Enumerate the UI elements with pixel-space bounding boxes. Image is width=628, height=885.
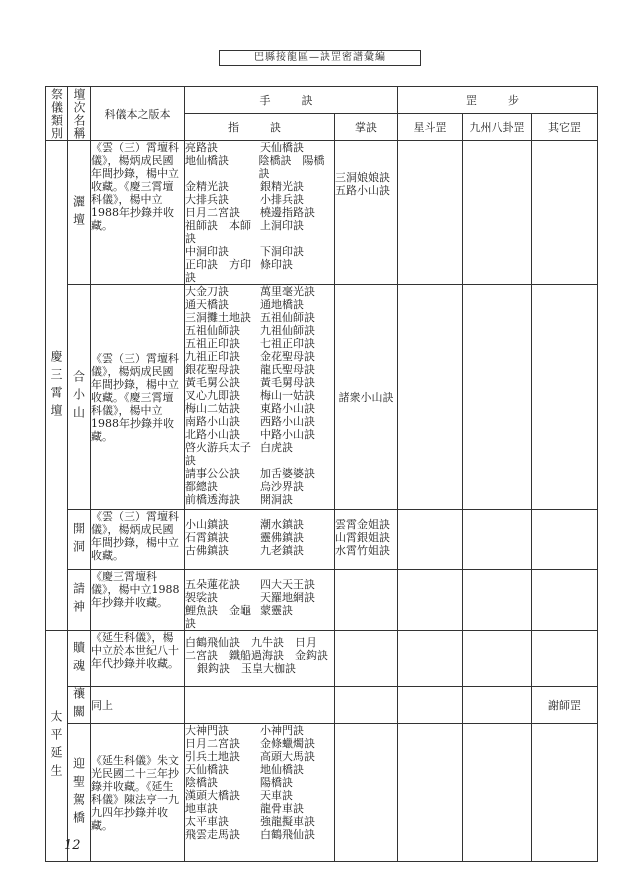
header-jiuzhou-gang: 九州八卦罡: [463, 114, 532, 141]
other-gang-cell: [532, 510, 598, 570]
jiuzhou-gang-cell: [463, 510, 532, 570]
altar-name-cell: 開洞: [68, 510, 91, 570]
page-title: 巴縣接龍區—訣罡密譜彙編: [219, 50, 421, 66]
palm-formula-cell: 諸衆小山訣: [335, 285, 398, 510]
source-cell: 《雲（三）霄壇科儀》，楊炳成民國年間抄錄，楊中立收藏。《慶三霄壇科儀》，楊中立1988年抄錄并收藏。: [91, 285, 185, 510]
table-row: [46, 724, 598, 862]
header-category: 祭儀類別: [46, 87, 68, 141]
source-cell: 《雲（三）霄壇科儀》，楊炳成民國年間抄錄，楊中立收藏。: [91, 510, 185, 570]
other-gang-cell: 謝師罡: [532, 687, 598, 724]
table-row: [46, 631, 598, 687]
finger-formula-cell: 白鶴飛仙訣 九牛訣 日月 二宮訣 鐵船過海訣 金鈎訣 銀鈎訣 玉皇大枷訣: [185, 631, 335, 687]
jiuzhou-gang-cell: [463, 724, 532, 862]
source-cell: 《雲（三）霄壇科儀》，楊炳成民國年間抄錄，楊中立收藏。《慶三霄壇科儀》，楊中立1988年抄錄并收藏。: [91, 141, 185, 285]
altar-name-cell: 請神: [68, 570, 91, 631]
other-gang-cell: [532, 724, 598, 862]
other-gang-cell: [532, 285, 598, 510]
header-altar-name: 壇次名稱: [68, 87, 91, 141]
table-row: [46, 510, 598, 570]
source-cell: 《延生科儀》朱文光民國二十三年抄錄并收藏。《延生科儀》陳法亨一九九四年抄錄并收藏。: [91, 724, 185, 862]
finger-formula-cell: [185, 687, 335, 724]
header-source: 科儀本之版本: [91, 87, 185, 141]
finger-formula-cell: 五朵蓮花訣 四大天王訣 袈裟訣 天羅地網訣 鯉魚訣 金龜訣 蒙靈訣: [185, 570, 335, 631]
jiuzhou-gang-cell: [463, 687, 532, 724]
table-row: [46, 570, 598, 631]
finger-formula-cell: 大金刀訣 萬里毫光訣 通天橋訣 通地橋訣 三洞攤土地訣 五祖仙師訣 五祖仙師訣 九祖仙師訣 五祖正印訣 七祖正印訣 九祖正印訣 金花聖母訣 銀花聖母訣 龍氏聖母訣 黃毛舅公訣 黃毛舅母訣 叉心九即訣 梅山一姑訣 梅山二姑訣 東路小山訣 南路小山訣 西路小山訣 北路小山訣 中路小山訣 啓火游兵太子訣 白虎訣 請事公公訣 加舌婆婆訣 都總訣 烏沙界訣 前橋透海訣 開洞訣: [185, 285, 335, 510]
category-cell: 慶三霄壇: [46, 141, 68, 631]
star-gang-cell: [398, 141, 463, 285]
header-other-gang: 其它罡: [532, 114, 598, 141]
altar-name-cell: 迎聖駕橋: [68, 724, 91, 862]
altar-name-cell: 灑壇: [68, 141, 91, 285]
formula-table: [45, 86, 598, 862]
star-gang-cell: [398, 631, 463, 687]
header-hand-formula: 手 訣: [185, 87, 398, 114]
source-cell: 《延生科儀》，楊中立於本世紀八十年代抄錄并收藏。: [91, 631, 185, 687]
header-finger-formula: 指 訣: [185, 114, 335, 141]
jiuzhou-gang-cell: [463, 141, 532, 285]
altar-name-cell: 贖魂: [68, 631, 91, 687]
palm-formula-cell: 雲霄金姐訣 山霄銀姐訣 水霄竹姐訣: [335, 510, 398, 570]
source-cell: 《慶三霄壇科儀》，楊中立1988年抄錄并收藏。: [91, 570, 185, 631]
header-star-gang: 星斗罡: [398, 114, 463, 141]
star-gang-cell: [398, 510, 463, 570]
palm-formula-cell: [335, 687, 398, 724]
jiuzhou-gang-cell: [463, 570, 532, 631]
header-palm-formula: 掌訣: [335, 114, 398, 141]
palm-formula-cell: [335, 724, 398, 862]
finger-formula-cell: 大神門訣 小神門訣 日月二宮訣 金條蠟燭訣 引兵土地訣 高頭大馬訣 天仙橋訣 地仙橋訣 陰橋訣 陽橋訣 漢頭大橋訣 天車訣 地車訣 龍骨車訣 太平車訣 強龍擬車訣 飛雲走馬訣 白鶴飛仙訣: [185, 724, 335, 862]
jiuzhou-gang-cell: [463, 631, 532, 687]
table-row: [46, 285, 598, 510]
altar-name-cell: 合小山: [68, 285, 91, 510]
other-gang-cell: [532, 141, 598, 285]
other-gang-cell: [532, 570, 598, 631]
star-gang-cell: [398, 724, 463, 862]
finger-formula-cell: 亮路訣 天仙橋訣 地仙橋訣 陰橋訣 陽橋訣 金精光訣 銀精光訣 大排兵訣 小排兵訣 日月二宮訣 橈邊指路訣 祖師訣 本師訣 上洞印訣 中洞印訣 下洞印訣 正印訣 方印訣 條印訣: [185, 141, 335, 285]
table-row: [46, 141, 598, 285]
altar-name-cell: 禳關: [68, 687, 91, 724]
jiuzhou-gang-cell: [463, 285, 532, 510]
other-gang-cell: [532, 631, 598, 687]
page-number: 12: [64, 838, 81, 853]
star-gang-cell: [398, 570, 463, 631]
star-gang-cell: [398, 285, 463, 510]
header-gang-step: 罡 步: [398, 87, 598, 114]
palm-formula-cell: 三洞娘娘訣 五路小山訣: [335, 141, 398, 285]
palm-formula-cell: [335, 631, 398, 687]
star-gang-cell: [398, 687, 463, 724]
finger-formula-cell: 小山鎮訣 潮水鎮訣 石霄鎮訣 靈佛鎮訣 古佛鎮訣 九老鎮訣: [185, 510, 335, 570]
table-row: [46, 687, 598, 724]
category-cell: 太平延生: [46, 631, 68, 862]
source-cell: 同上: [91, 687, 185, 724]
palm-formula-cell: [335, 570, 398, 631]
